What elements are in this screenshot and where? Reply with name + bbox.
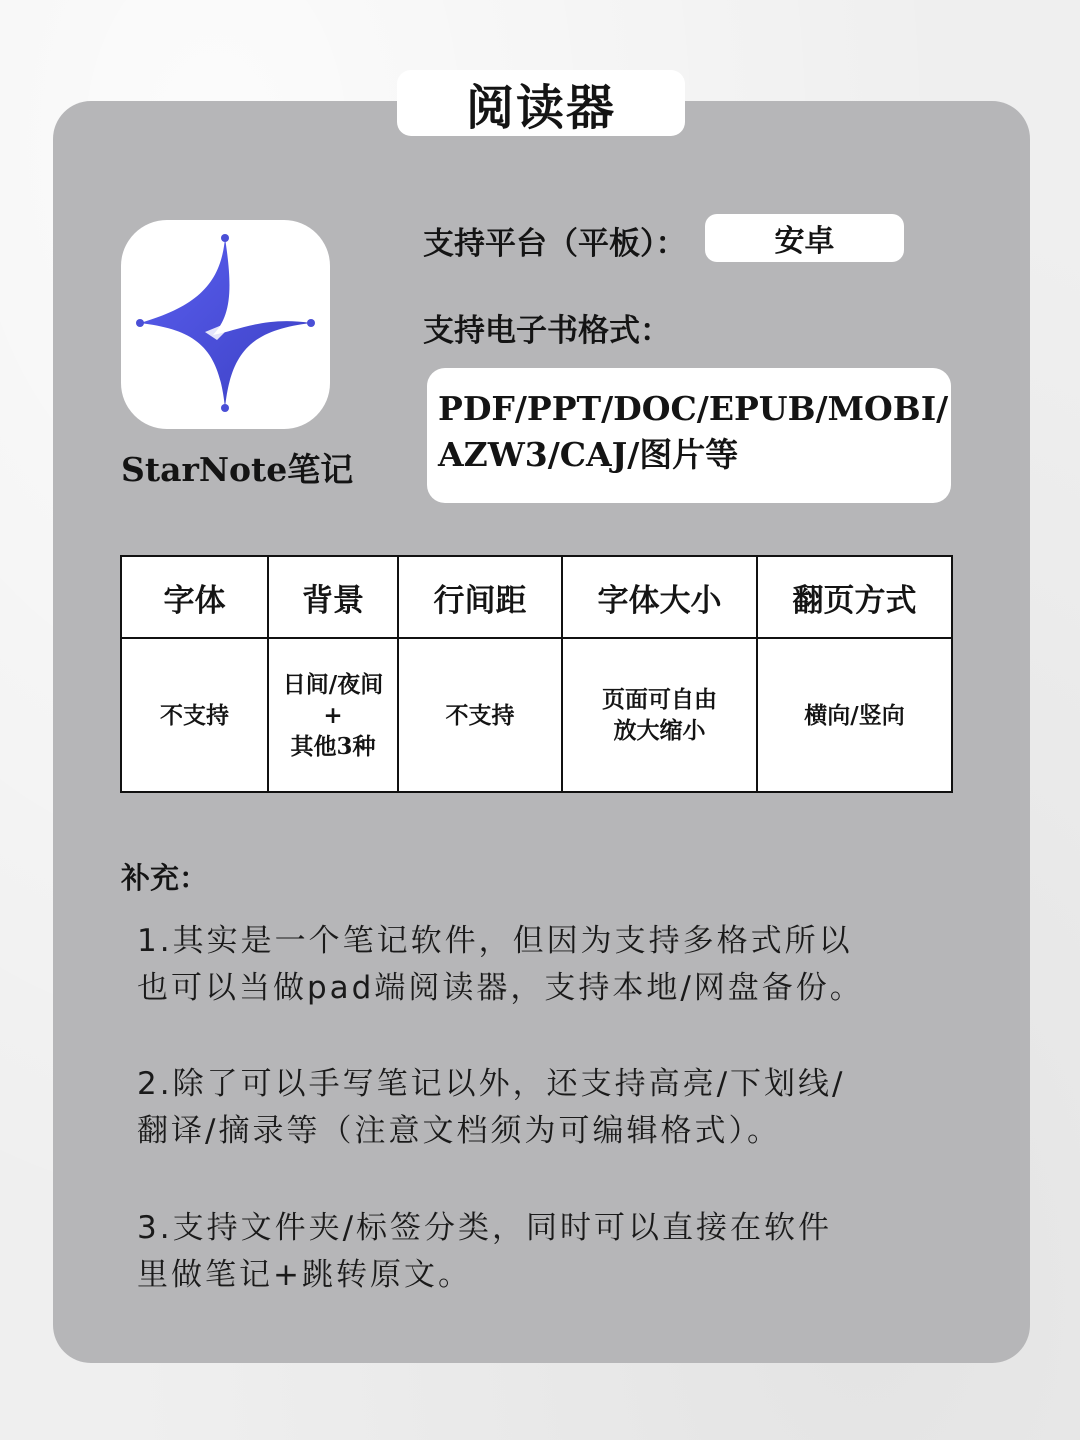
cell-line: 其他3种 bbox=[290, 732, 376, 760]
formats-box bbox=[427, 368, 951, 503]
note-item bbox=[137, 1205, 977, 1299]
platform-value-badge: 安卓 bbox=[705, 214, 904, 262]
cell-line: 不支持 bbox=[160, 701, 229, 729]
formats-line: PDF/PPT/DOC/EPUB/MOBI/ bbox=[438, 389, 949, 428]
app-name: StarNote笔记 bbox=[121, 450, 354, 489]
note-line: 里做笔记+跳转原文。 bbox=[137, 1257, 472, 1293]
note-item bbox=[137, 918, 977, 1012]
cell-line: 放大缩小 bbox=[613, 717, 706, 744]
note-line: 也可以当做pad端阅读器，支持本地/网盘备份。 bbox=[137, 970, 864, 1006]
note-line: 翻译/摘录等（注意文档须为可编辑格式）。 bbox=[137, 1113, 781, 1149]
table-row bbox=[121, 638, 952, 792]
table-header-row bbox=[121, 556, 952, 638]
cell-font-size bbox=[562, 638, 757, 792]
note-line: 3.支持文件夹/标签分类，同时可以直接在软件 bbox=[137, 1210, 833, 1246]
starnote-logo-icon bbox=[121, 220, 330, 429]
header-page-turn: 翻页方式 bbox=[757, 556, 952, 638]
cell-line: + bbox=[323, 701, 343, 729]
header-font-size: 字体大小 bbox=[562, 556, 757, 638]
cell-line: 横向/竖向 bbox=[804, 701, 905, 729]
feature-table bbox=[120, 555, 953, 793]
header-line-spacing: 行间距 bbox=[398, 556, 562, 638]
formats-label: 支持电子书格式： bbox=[423, 313, 671, 349]
note-line: 2.除了可以手写笔记以外，还支持高亮/下划线/ bbox=[137, 1066, 846, 1102]
cell-background bbox=[268, 638, 398, 792]
app-icon bbox=[121, 220, 330, 429]
supplement-title: 补充： bbox=[121, 861, 209, 895]
header-background: 背景 bbox=[268, 556, 398, 638]
formats-line: AZW3/CAJ/图片等 bbox=[438, 435, 739, 474]
cell-page-turn bbox=[757, 638, 952, 792]
note-item bbox=[137, 1061, 977, 1155]
cell-line-spacing bbox=[398, 638, 562, 792]
cell-line: 页面可自由 bbox=[602, 686, 717, 713]
note-line: 1.其实是一个笔记软件，但因为支持多格式所以 bbox=[137, 923, 853, 959]
platform-label: 支持平台（平板）： bbox=[423, 226, 687, 262]
cell-line: 不支持 bbox=[445, 701, 515, 729]
header-font: 字体 bbox=[121, 556, 268, 638]
cell-line: 日间/夜间 bbox=[282, 670, 384, 698]
page-title: 阅读器 bbox=[397, 70, 685, 136]
cell-font bbox=[121, 638, 268, 792]
